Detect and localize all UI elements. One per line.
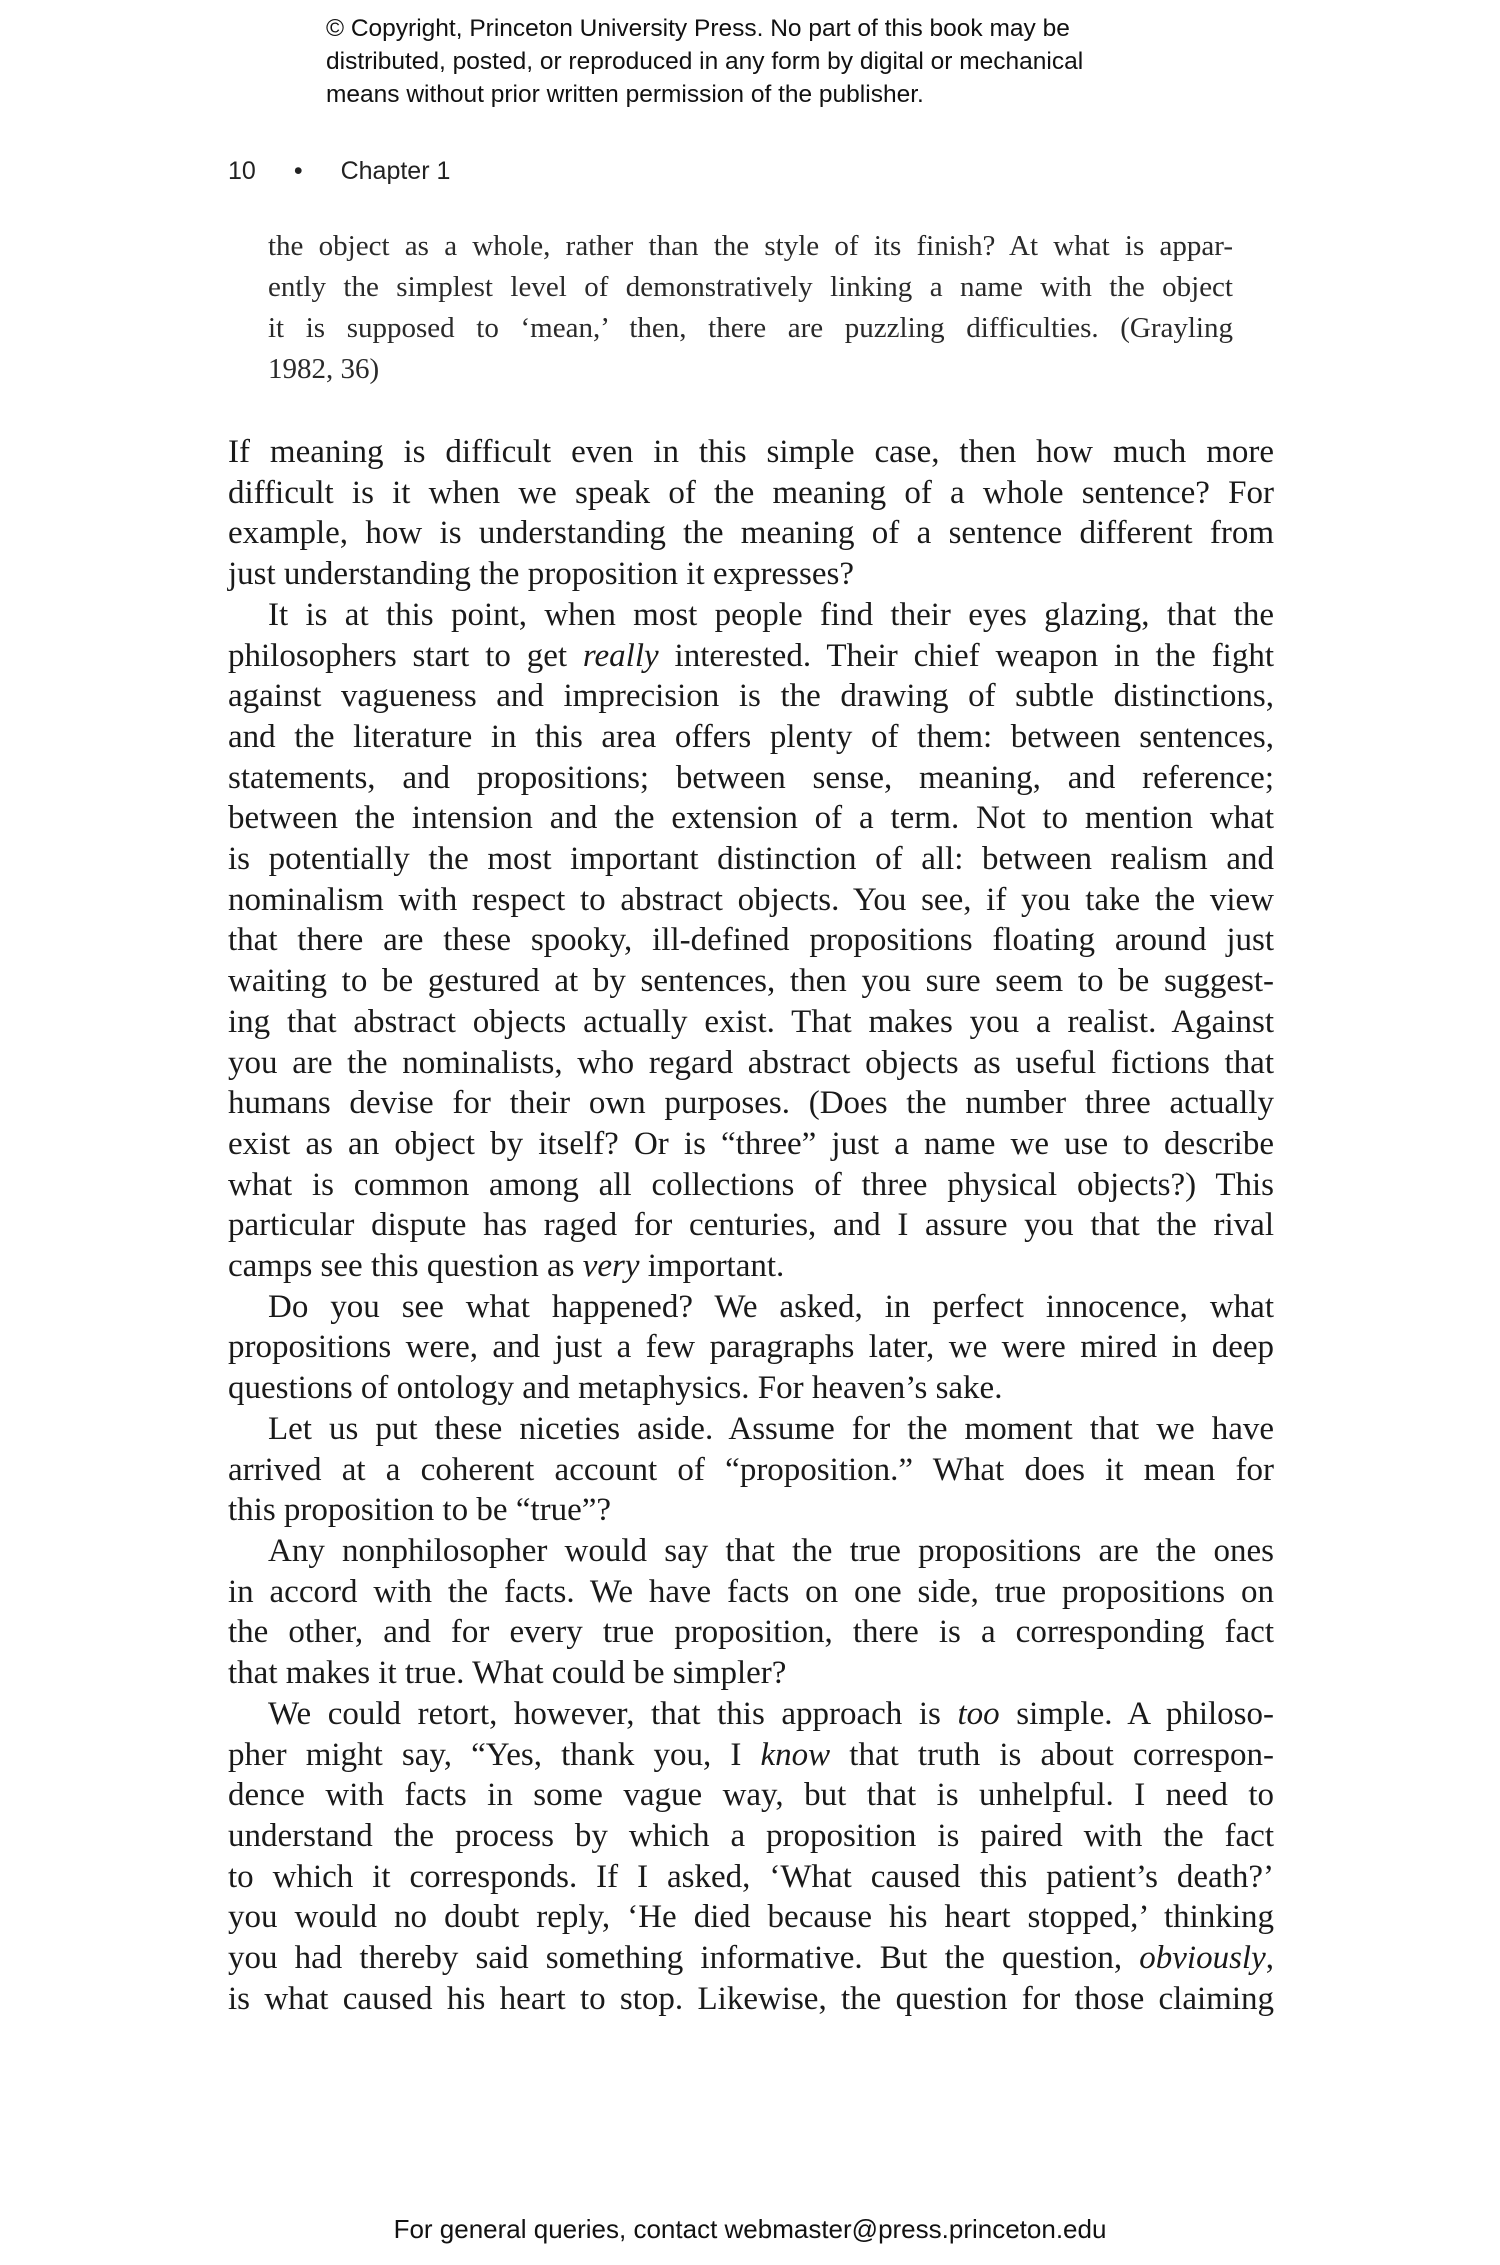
body-line [228, 1246, 1274, 1287]
body-line: understand the process by which a proposition is paired with the fact [228, 1817, 1274, 1854]
copyright-notice [326, 12, 1306, 111]
body-line: exist as an object by itself? Or is “three” just a name we use to describe [228, 1125, 1274, 1162]
body-line: nominalism with respect to abstract objects. You see, if you take the view [228, 881, 1274, 918]
body-line: in accord with the facts. We have facts on one side, true propositions on [228, 1573, 1274, 1610]
copyright-line: distributed, posted, or reproduced in any form by digital or mechanical [326, 48, 1084, 75]
body-line: ing that abstract objects actually exist. That makes you a realist. Against [228, 1003, 1274, 1040]
footer-contact: For general queries, contact webmaster@press.princeton.edu [393, 2214, 1107, 2244]
text-run: camps see this question as [228, 1248, 583, 1285]
body-line: what is common among all collections of three physical objects?) This [228, 1166, 1274, 1203]
text-run: simple. A philoso- [999, 1695, 1275, 1732]
body-line: particular dispute has raged for centuries, and I assure you that the rival [228, 1207, 1274, 1244]
copyright-line: means without prior written permission of the publisher. [326, 81, 924, 108]
text-run: you had thereby said something informative. But the question, [228, 1940, 1140, 1977]
body-line: that there are these spooky, ill-defined propositions floating around just [228, 922, 1274, 959]
copyright-line: © Copyright, Princeton University Press. No part of this book may be [326, 15, 1070, 42]
body-line: against vagueness and imprecision is the drawing of subtle distinctions, [228, 678, 1274, 715]
body-line: you would no doubt reply, ‘He died because his heart stopped,’ thinking [228, 1899, 1274, 1936]
body-line: dence with facts in some vague way, but that is unhelpful. I need to [228, 1777, 1274, 1814]
block-quote [268, 226, 1233, 390]
body-line: Do you see what happened? We asked, in perfect innocence, what [268, 1288, 1274, 1325]
body-line: If meaning is difficult even in this simple case, then how much more [228, 434, 1274, 470]
emphasis: know [760, 1736, 831, 1773]
body-line: just understanding the proposition it expresses? [228, 556, 854, 593]
body-line: statements, and propositions; between sense, meaning, and reference; [228, 759, 1274, 796]
text-run: important. [639, 1248, 785, 1285]
body-line [228, 1694, 1274, 1735]
text-run: pher might say, “Yes, thank you, I [228, 1736, 761, 1773]
text-run: , [1265, 1940, 1274, 1977]
body-line: this proposition to be “true”? [228, 1492, 612, 1529]
body-line: example, how is understanding the meaning of a sentence different from [228, 515, 1274, 552]
body-line: Any nonphilosopher would say that the true propositions are the ones [268, 1532, 1274, 1569]
body-line: between the intension and the extension of a term. Not to mention what [228, 800, 1274, 837]
text-run: interested. Their chief weapon in the fight [658, 637, 1274, 674]
quote-line: the object as a whole, rather than the style of its finish? At what is appar- [268, 230, 1233, 262]
body-line [228, 1735, 1274, 1776]
text-run: We could retort, however, that this approach is [268, 1695, 958, 1732]
body-line: to which it corresponds. If I asked, ‘What caused this patient’s death?’ [228, 1858, 1274, 1895]
bullet-separator: • [293, 157, 303, 185]
page-number: 10 [228, 157, 256, 185]
body-line: is what caused his heart to stop. Likewise, the question for those claiming [228, 1980, 1274, 2017]
body-line [228, 1938, 1274, 1979]
body-line: arrived at a coherent account of “proposition.” What does it mean for [228, 1451, 1274, 1488]
body-line: that makes it true. What could be simpler? [228, 1655, 787, 1692]
body-line: It is at this point, when most people find their eyes glazing, that the [268, 596, 1274, 633]
body-line: questions of ontology and metaphysics. For heaven’s sake. [228, 1370, 1003, 1407]
running-head [228, 154, 450, 188]
emphasis: very [582, 1248, 640, 1285]
body-line: is potentially the most important distinction of all: between realism and [228, 841, 1274, 878]
body-line: waiting to be gestured at by sentences, then you sure seem to be suggest- [228, 963, 1274, 1000]
body-line: you are the nominalists, who regard abstract objects as useful fictions that [228, 1044, 1274, 1081]
emphasis: really [582, 637, 659, 674]
text-run: that truth is about correspon- [830, 1736, 1274, 1773]
quote-line: 1982, 36) [268, 353, 380, 385]
body-line: and the literature in this area offers plenty of them: between sentences, [228, 718, 1274, 755]
body-line: Let us put these niceties aside. Assume for the moment that we have [268, 1410, 1274, 1447]
body-line: the other, and for every true proposition, there is a corresponding fact [228, 1614, 1274, 1651]
emphasis: too [957, 1695, 1000, 1732]
chapter-label: Chapter 1 [340, 157, 451, 185]
body-line: propositions were, and just a few paragraphs later, we were mired in deep [228, 1329, 1274, 1366]
quote-line: it is supposed to ‘mean,’ then, there are puzzling difficulties. (Grayling [268, 312, 1233, 344]
emphasis: obviously [1139, 1940, 1266, 1977]
body-line: humans devise for their own purposes. (Does the number three actually [228, 1085, 1274, 1122]
text-run: philosophers start to get [228, 637, 583, 674]
body-line: difficult is it when we speak of the meaning of a whole sentence? For [228, 474, 1274, 511]
body-text [228, 432, 1274, 2019]
quote-line: ently the simplest level of demonstratively linking a name with the object [268, 271, 1233, 303]
body-line [228, 636, 1274, 677]
